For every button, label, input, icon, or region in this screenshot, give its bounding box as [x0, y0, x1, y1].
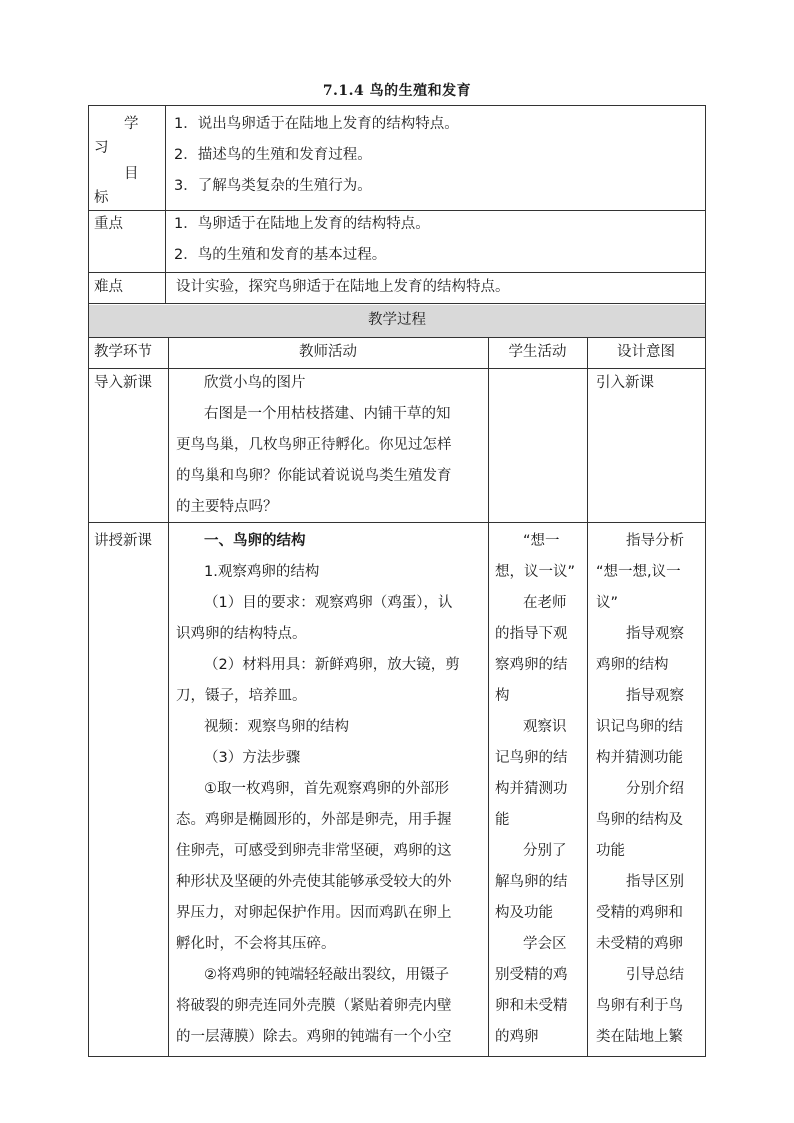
- student-line: 的鸡卵: [495, 1029, 539, 1045]
- teacher-line: 的主要特点吗？: [176, 499, 278, 515]
- student-line: 构并猜测功: [495, 781, 568, 797]
- student-line: 观察识: [523, 719, 567, 735]
- teacher-line: 将破裂的卵壳连同外壳膜（紧贴着卵壳内壁: [176, 998, 452, 1014]
- objective-item: 3．了解鸟类复杂的生殖行为。: [174, 178, 372, 194]
- teacher-line: （3）方法步骤: [204, 750, 301, 766]
- key-points-list: [174, 209, 694, 271]
- objectives-list: [174, 109, 694, 202]
- teacher-line: 孵化时，不会将其压碎。: [176, 936, 336, 952]
- row-teach-student: [495, 526, 585, 1053]
- process-header: 教学过程: [368, 312, 426, 328]
- key-point-item: 2．鸟的生殖和发育的基本过程。: [174, 247, 387, 263]
- teacher-line: 态。鸡卵是椭圆形的，外部是卵壳，用手握: [176, 812, 452, 828]
- key-points-label: 重点: [94, 216, 123, 232]
- objectives-label-char: 学: [124, 116, 139, 132]
- key-point-item: 1．鸟卵适于在陆地上发育的结构特点。: [174, 216, 430, 232]
- student-line: 记鸟卵的结: [495, 750, 568, 766]
- page-title: 7.1.4 鸟的生殖和发育: [322, 83, 472, 99]
- teacher-section-heading: 一、鸟卵的结构: [204, 533, 306, 549]
- intent-line: 指导观察: [626, 626, 684, 642]
- intent-line: 指导观察: [626, 688, 684, 704]
- objectives-label-char: 标: [94, 190, 109, 206]
- intent-line: 构并猜测功能: [596, 750, 683, 766]
- column-header-intent: 设计意图: [617, 344, 675, 360]
- student-line: 构及功能: [495, 905, 553, 921]
- intent-line: 引导总结: [626, 967, 684, 983]
- student-line: 的指导下观: [495, 626, 568, 642]
- objective-item: 1．说出鸟卵适于在陆地上发育的结构特点。: [174, 116, 459, 132]
- intent-line: 类在陆地上繁: [596, 1029, 683, 1045]
- objectives-label-char: 目: [124, 166, 139, 182]
- column-header-student: 学生活动: [508, 344, 567, 360]
- student-line: 卵和未受精: [495, 998, 568, 1014]
- student-line: 解鸟卵的结: [495, 874, 568, 890]
- row-intro-intent: 引入新课: [596, 375, 654, 391]
- intent-line: 未受精的鸡卵: [596, 936, 683, 952]
- column-header-teacher: 教师活动: [299, 344, 357, 360]
- intent-line: 指导区别: [626, 874, 684, 890]
- teacher-line: 右图是一个用枯枝搭建、内铺干草的知: [204, 406, 451, 422]
- intent-line: 受精的鸡卵和: [596, 905, 683, 921]
- intent-line: 指导分析: [626, 533, 684, 549]
- difficulty-text: 设计实验，探究鸟卵适于在陆地上发育的结构特点。: [176, 279, 510, 295]
- row-intro-stage: 导入新课: [94, 375, 152, 391]
- column-header-stage: 教学环节: [94, 344, 152, 360]
- teacher-line: 界压力，对卵起保护作用。因而鸡趴在卵上: [176, 905, 452, 921]
- teacher-line: 的鸟巢和鸟卵？你能试着说说鸟类生殖发育: [176, 468, 452, 484]
- teacher-line: 种形状及坚硬的外壳使其能够承受较大的外: [176, 874, 452, 890]
- student-line: 在老师: [523, 595, 567, 611]
- teacher-line: ②将鸡卵的钝端轻轻敲出裂纹，用镊子: [204, 967, 449, 983]
- difficulty-label: 难点: [94, 279, 123, 295]
- student-line: 别受精的鸡: [495, 967, 568, 983]
- teacher-line: 住卵壳，可感受到卵壳非常坚硬，鸡卵的这: [176, 843, 452, 859]
- teacher-line: （2）材料用具：新鲜鸡卵，放大镜，剪: [204, 657, 460, 673]
- teacher-line: （1）目的要求：观察鸡卵（鸡蛋），认: [204, 595, 453, 611]
- teacher-line: 更鸟鸟巢，几枚鸟卵正待孵化。你见过怎样: [176, 437, 452, 453]
- teacher-line: ①取一枚鸡卵，首先观察鸡卵的外部形: [204, 781, 449, 797]
- intent-line: 鸡卵的结构: [596, 657, 669, 673]
- row-teach-intent: [596, 526, 704, 1053]
- student-line: 构: [495, 688, 510, 704]
- objective-item: 2．描述鸟的生殖和发育过程。: [174, 147, 372, 163]
- teacher-line: 的一层薄膜）除去。鸡卵的钝端有一个小空: [176, 1029, 452, 1045]
- teacher-line: 视频：观察鸟卵的结构: [204, 719, 349, 735]
- row-teach-stage: 讲授新课: [94, 533, 152, 549]
- teacher-heading: 欣赏小鸟的图片: [204, 375, 306, 391]
- teacher-line: 刀，镊子，培养皿。: [176, 688, 307, 704]
- intent-line: 分别介绍: [626, 781, 684, 797]
- student-line: 想，议一议”: [495, 564, 576, 580]
- objectives-label-char: 习: [94, 140, 109, 156]
- teacher-line: 识鸡卵的结构特点。: [176, 626, 307, 642]
- student-line: 分别了: [523, 843, 567, 859]
- intent-line: “想一想,议一: [596, 564, 681, 580]
- teacher-line: 1.观察鸡卵的结构: [204, 564, 320, 580]
- student-line: 学会区: [523, 936, 567, 952]
- student-line: “想一: [523, 533, 560, 549]
- row-intro-teacher: [176, 368, 484, 523]
- intent-line: 鸟卵的结构及: [596, 812, 683, 828]
- intent-line: 功能: [596, 843, 625, 859]
- row-teach-teacher: [176, 526, 484, 1053]
- student-line: 能: [495, 812, 510, 828]
- student-line: 察鸡卵的结: [495, 657, 568, 673]
- intent-line: 识记鸟卵的结: [596, 719, 683, 735]
- intent-line: 鸟卵有利于鸟: [596, 998, 683, 1014]
- intent-line: 议”: [596, 595, 619, 611]
